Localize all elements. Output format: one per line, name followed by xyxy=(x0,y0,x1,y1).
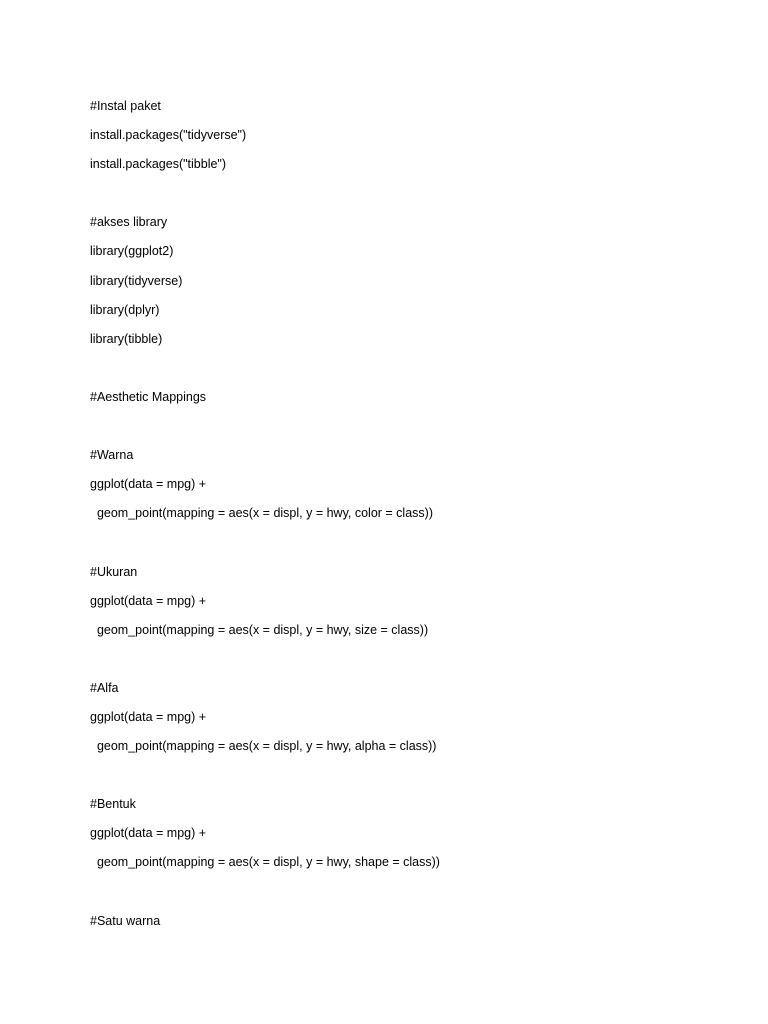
code-line: ggplot(data = mpg) + xyxy=(90,593,207,608)
code-line: install.packages("tidyverse") xyxy=(90,128,247,143)
code-line: ggplot(data = mpg) + xyxy=(90,477,207,492)
code-line: ggplot(data = mpg) + xyxy=(90,709,207,724)
empty-line xyxy=(90,528,710,557)
comment-line: #Ukuran xyxy=(90,564,138,579)
code-line: install.packages("tibble") xyxy=(90,157,227,172)
code-line: geom_point(mapping = aes(x = displ, y = hwy, alpha = class)) xyxy=(90,739,437,754)
code-line: library(tibble) xyxy=(90,331,163,346)
code-line: geom_point(mapping = aes(x = displ, y = hwy, size = class)) xyxy=(90,622,429,637)
empty-line xyxy=(90,179,710,208)
comment-line: #Warna xyxy=(90,448,134,463)
code-line: geom_point(mapping = aes(x = displ, y = hwy, color = class)) xyxy=(90,506,433,521)
code-line: ggplot(data = mpg) + xyxy=(90,826,207,841)
code-line: library(ggplot2) xyxy=(90,244,174,259)
comment-line: #Aesthetic Mappings xyxy=(90,389,207,404)
comment-line: #Satu warna xyxy=(90,913,161,928)
comment-line: #Alfa xyxy=(90,680,119,695)
document-body[interactable] xyxy=(90,92,710,936)
empty-line xyxy=(90,354,710,383)
code-line: geom_point(mapping = aes(x = displ, y = hwy, shape = class)) xyxy=(90,855,440,870)
empty-line xyxy=(90,878,710,907)
comment-line: #Instal paket xyxy=(90,99,161,113)
comment-line: #akses library xyxy=(90,215,168,230)
code-line: library(dplyr) xyxy=(90,302,160,317)
comment-line: #Bentuk xyxy=(90,797,136,812)
code-line: library(tidyverse) xyxy=(90,273,183,288)
empty-line xyxy=(90,761,710,790)
empty-line xyxy=(90,412,710,441)
empty-line xyxy=(90,645,710,674)
